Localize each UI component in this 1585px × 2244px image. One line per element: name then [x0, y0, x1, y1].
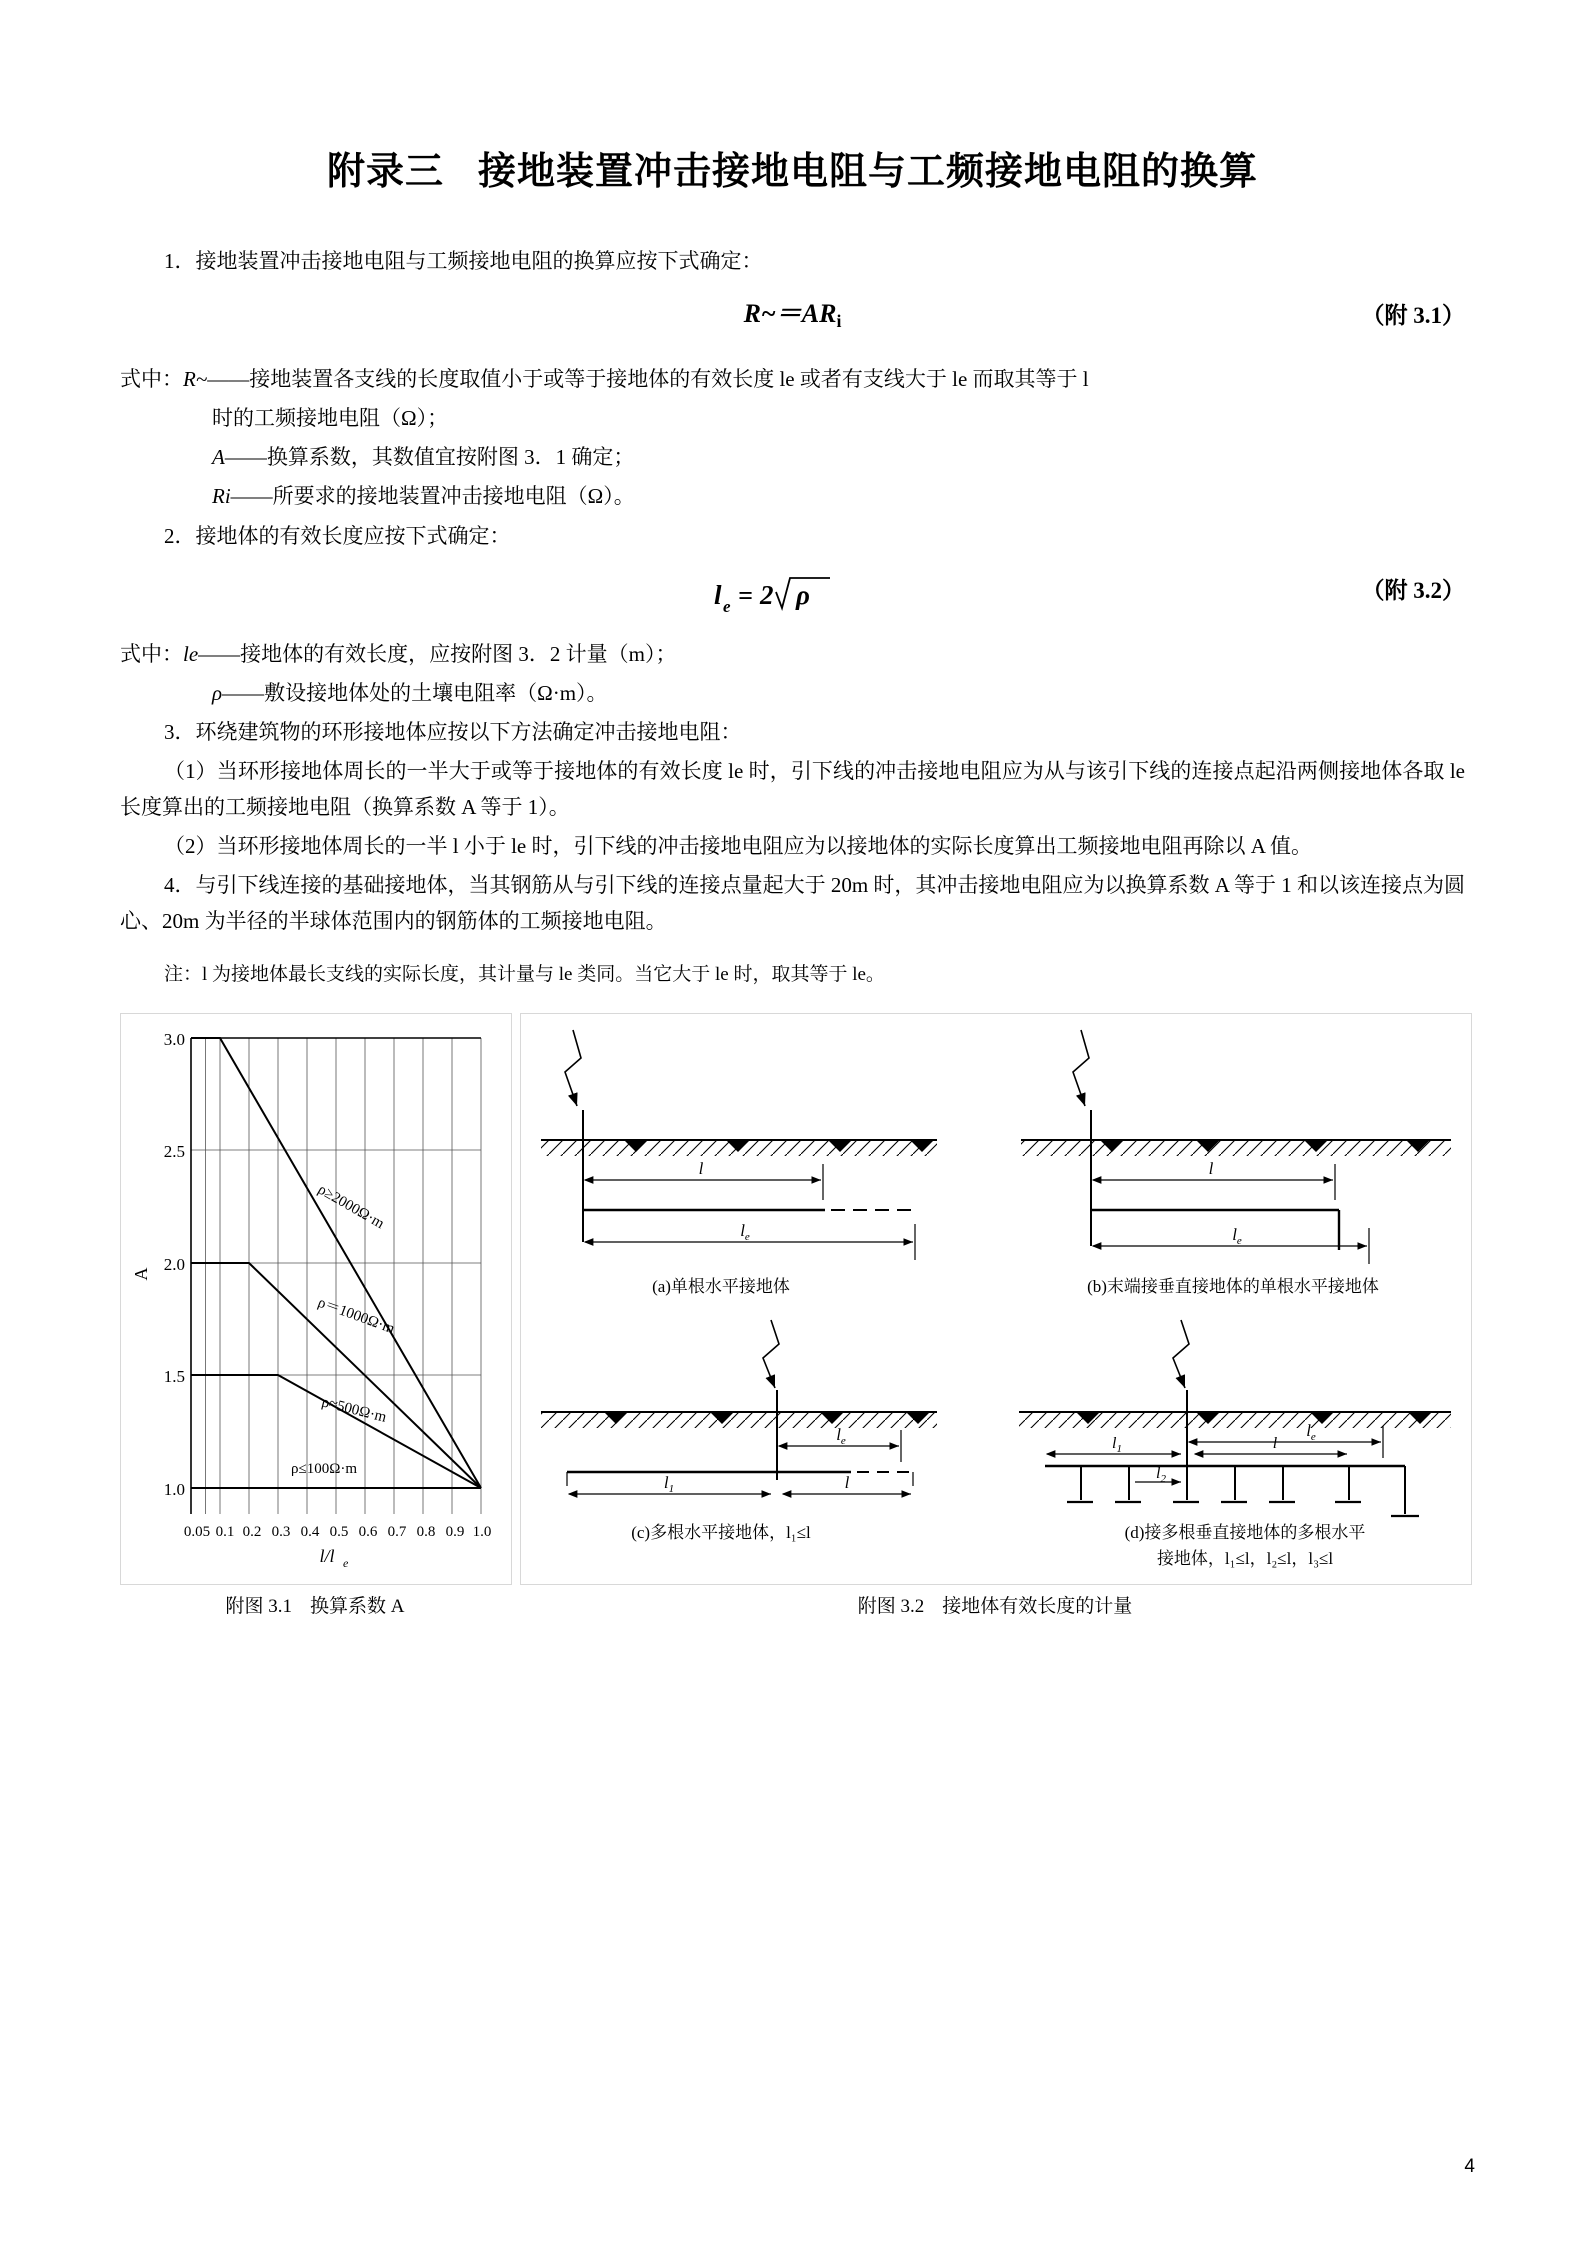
- svg-text:ρ: ρ: [795, 579, 810, 610]
- soil-hatch-b: [1021, 1141, 1451, 1156]
- definitions-block-2-line-1: [120, 636, 1465, 672]
- defs1-symbol-A: A: [212, 445, 225, 470]
- dimension-label-l1-d: $l_1$: [1112, 1434, 1122, 1455]
- defs1-symbol-Ri: Ri: [212, 484, 231, 509]
- paragraph-item-3-1: （1）当环形接地体周长的一半大于或等于接地体的有效长度 le 时，引下线的冲击接地电阻应为从与该引下线的连接点起沿两侧接地体各取 le 长度算出的工频接地电阻（换算系数 A 等于 1）。: [120, 758, 1465, 820]
- figure-3-2-caption: [520, 1591, 1470, 1618]
- definitions-block-1-line-1: [120, 361, 1465, 397]
- paragraph-item-1: 1．接地装置冲击接地电阻与工频接地电阻的换算应按下式确定：: [164, 249, 763, 273]
- defs1-symbol-R: R~: [183, 367, 208, 392]
- panel-d-caption-line-1: (d)接多根垂直接地体的多根水平: [1124, 1522, 1366, 1542]
- dimension-label-l: l: [698, 1158, 704, 1178]
- svg-text:2: 2: [759, 579, 773, 610]
- formula-3-2-graphic: [708, 568, 878, 622]
- svg-text:3.0: 3.0: [163, 1029, 185, 1049]
- defs2-text-2: ——敷设接地体处的土壤电阻率（Ω·m）。: [222, 680, 608, 705]
- dimension-label-l2-d: $l_2$: [1156, 1464, 1166, 1485]
- dimension-label-l-b: l: [1208, 1158, 1214, 1178]
- dimension-label-le-c: $l_e$: [836, 1424, 846, 1447]
- chart-x-axis-title: [319, 1546, 349, 1570]
- chart-y-axis-title: A: [131, 1267, 151, 1281]
- figures-area: [120, 1013, 1465, 1633]
- formula-row-3-1: [120, 293, 1465, 351]
- formula-3-1-number: （附 3.1）: [1361, 303, 1465, 329]
- soil-hatch-c: [541, 1413, 937, 1428]
- dimension-label-l-c: l: [844, 1472, 850, 1492]
- page-title: [120, 140, 1465, 195]
- svg-text:e: e: [722, 596, 731, 616]
- figure-3-2-caption-label: 附图 3.2: [857, 1595, 925, 1617]
- series-label-rho-1000: ρ＝1000Ω·m: [315, 1294, 397, 1338]
- definitions-block-1-line-2: [120, 439, 1465, 475]
- electrode-tips-d: [1067, 1502, 1419, 1516]
- svg-text:e: e: [343, 1555, 349, 1570]
- svg-text:0.8: 0.8: [416, 1523, 436, 1540]
- svg-text:0.2: 0.2: [242, 1523, 262, 1540]
- figure-3-1: [120, 1013, 512, 1585]
- chart-conversion-factor-A: [121, 1014, 509, 1582]
- figure-3-2-diagram: [521, 1014, 1469, 1582]
- dimension-label-l1-c: $l_1$: [663, 1472, 675, 1495]
- definitions-block-2-line-2: [120, 675, 1465, 711]
- svg-text:1.5: 1.5: [163, 1366, 185, 1386]
- vertical-electrodes-d: [1081, 1466, 1405, 1514]
- title-main: 接地装置冲击接地电阻与工频接地电阻的换算: [478, 151, 1259, 193]
- defs2-text-1: ——接地体的有效长度，应按附图 3．2 计量（m）；: [198, 641, 677, 666]
- dimension-label-le: $l_e$: [740, 1220, 750, 1243]
- svg-text:0.6: 0.6: [358, 1523, 378, 1540]
- figure-3-2-caption-text: 接地体有效长度的计量: [942, 1595, 1133, 1617]
- svg-text:0.9: 0.9: [445, 1523, 465, 1540]
- lightning-arrow-icon-d: [1173, 1320, 1189, 1388]
- chart-gridlines-vertical: [191, 1038, 481, 1514]
- lightning-arrow-icon: [565, 1030, 581, 1106]
- paragraph-note: 注：l 为接地体最长支线的实际长度，其计量与 le 类同。当它大于 le 时，取其等于 le。: [164, 963, 885, 985]
- panel-a-caption: (a)单根水平接地体: [652, 1276, 790, 1296]
- paragraph-item-3: 3．环绕建筑物的环形接地体应按以下方法确定冲击接地电阻：: [164, 719, 742, 744]
- figure-3-1-caption-label: 附图 3.1: [225, 1595, 293, 1617]
- svg-text:0.1: 0.1: [215, 1523, 235, 1540]
- panel-c-caption: (c)多根水平接地体，l₁≤l: [631, 1522, 811, 1542]
- title-prefix: 附录三: [326, 151, 444, 193]
- svg-text:1.0: 1.0: [472, 1523, 492, 1540]
- paragraph-item-4: 4．与引下线连接的基础接地体，当其钢筋从与引下线的连接点量起大于 20m 时，其冲击接地电阻应为以换算系数 A 等于 1 和以该连接点为圆心、20m 为半径的半球体范围内的钢筋体的工频接地电阻。: [120, 873, 1465, 934]
- definitions-block-1-line-3: [120, 478, 1465, 514]
- svg-text:l: l: [713, 579, 722, 610]
- paragraph-item-2: 2．接地体的有效长度应按下式确定：: [164, 523, 511, 548]
- formula-3-1-subscript: i: [836, 311, 842, 332]
- defs2-lead: 式中：: [120, 641, 183, 666]
- figure-3-1-caption-text: 换算系数 A: [310, 1595, 405, 1617]
- defs1-text-1: ——接地装置各支线的长度取值小于或等于接地体的有效长度 le 或者有支线大于 le 而取其等于 l: [207, 367, 1089, 392]
- panel-a: [541, 1030, 937, 1296]
- dimension-label-le-b: $l_e$: [1232, 1224, 1242, 1247]
- paragraph-item-3-2: （2）当环形接地体周长的一半 l 小于 le 时，引下线的冲击接地电阻应为以接地体的实际长度算出工频接地电阻再除以 A 值。: [164, 834, 1312, 859]
- defs2-symbol-rho: ρ: [212, 680, 223, 705]
- panel-d: [1019, 1320, 1451, 1568]
- svg-text:0.4: 0.4: [300, 1523, 320, 1540]
- defs2-symbol-le: le: [183, 641, 199, 666]
- panel-d-caption-line-2: 接地体，l₁≤l，l₂≤l，l₃≤l: [1156, 1548, 1334, 1568]
- svg-text:2.0: 2.0: [163, 1254, 185, 1274]
- svg-text:0.5: 0.5: [329, 1523, 349, 1540]
- svg-text:l/l: l/l: [319, 1545, 335, 1566]
- lightning-arrow-icon-b: [1073, 1030, 1089, 1106]
- dimension-label-l-d: l: [1272, 1434, 1278, 1452]
- formula-3-2-number: （附 3.2）: [1361, 577, 1465, 603]
- lightning-arrow-icon-c: [763, 1320, 779, 1388]
- formula-3-2: [120, 568, 1465, 622]
- panel-b-caption: (b)末端接垂直接地体的单根水平接地体: [1087, 1276, 1379, 1296]
- series-label-rho-500: ρ≈500Ω·m: [320, 1394, 388, 1426]
- svg-text:1.0: 1.0: [163, 1479, 185, 1499]
- chart-x-tick-labels: [184, 1524, 492, 1540]
- panel-b: [1021, 1030, 1451, 1296]
- figure-3-2: [520, 1013, 1472, 1585]
- definitions-block-1-line-1-cont: 时的工频接地电阻（Ω）；: [212, 406, 449, 431]
- formula-3-1-expr: R~＝AR: [743, 299, 837, 329]
- page-number: 4: [1464, 2156, 1475, 2177]
- formula-3-1: [120, 293, 1465, 332]
- svg-text:0.05: 0.05: [183, 1523, 211, 1540]
- series-label-rho-100: ρ≤100Ω·m: [291, 1460, 358, 1477]
- svg-text:0.3: 0.3: [271, 1523, 291, 1540]
- chart-y-tick-labels: [164, 1030, 185, 1499]
- series-label-rho-2000: ρ≥2000Ω·m: [315, 1181, 387, 1233]
- dimension-label-le-d: $l_e$: [1306, 1420, 1316, 1443]
- svg-text:=: =: [737, 580, 753, 610]
- defs1-text-3: ——所要求的接地装置冲击接地电阻（Ω）。: [230, 484, 635, 509]
- svg-text:2.5: 2.5: [163, 1141, 185, 1161]
- panel-c: [541, 1320, 937, 1542]
- svg-text:0.7: 0.7: [387, 1523, 407, 1540]
- figure-3-1-caption: [120, 1591, 510, 1618]
- defs1-text-2: ——换算系数，其数值宜按附图 3．1 确定；: [224, 445, 635, 470]
- formula-row-3-2: [120, 568, 1465, 626]
- defs1-lead: 式中：: [120, 367, 183, 392]
